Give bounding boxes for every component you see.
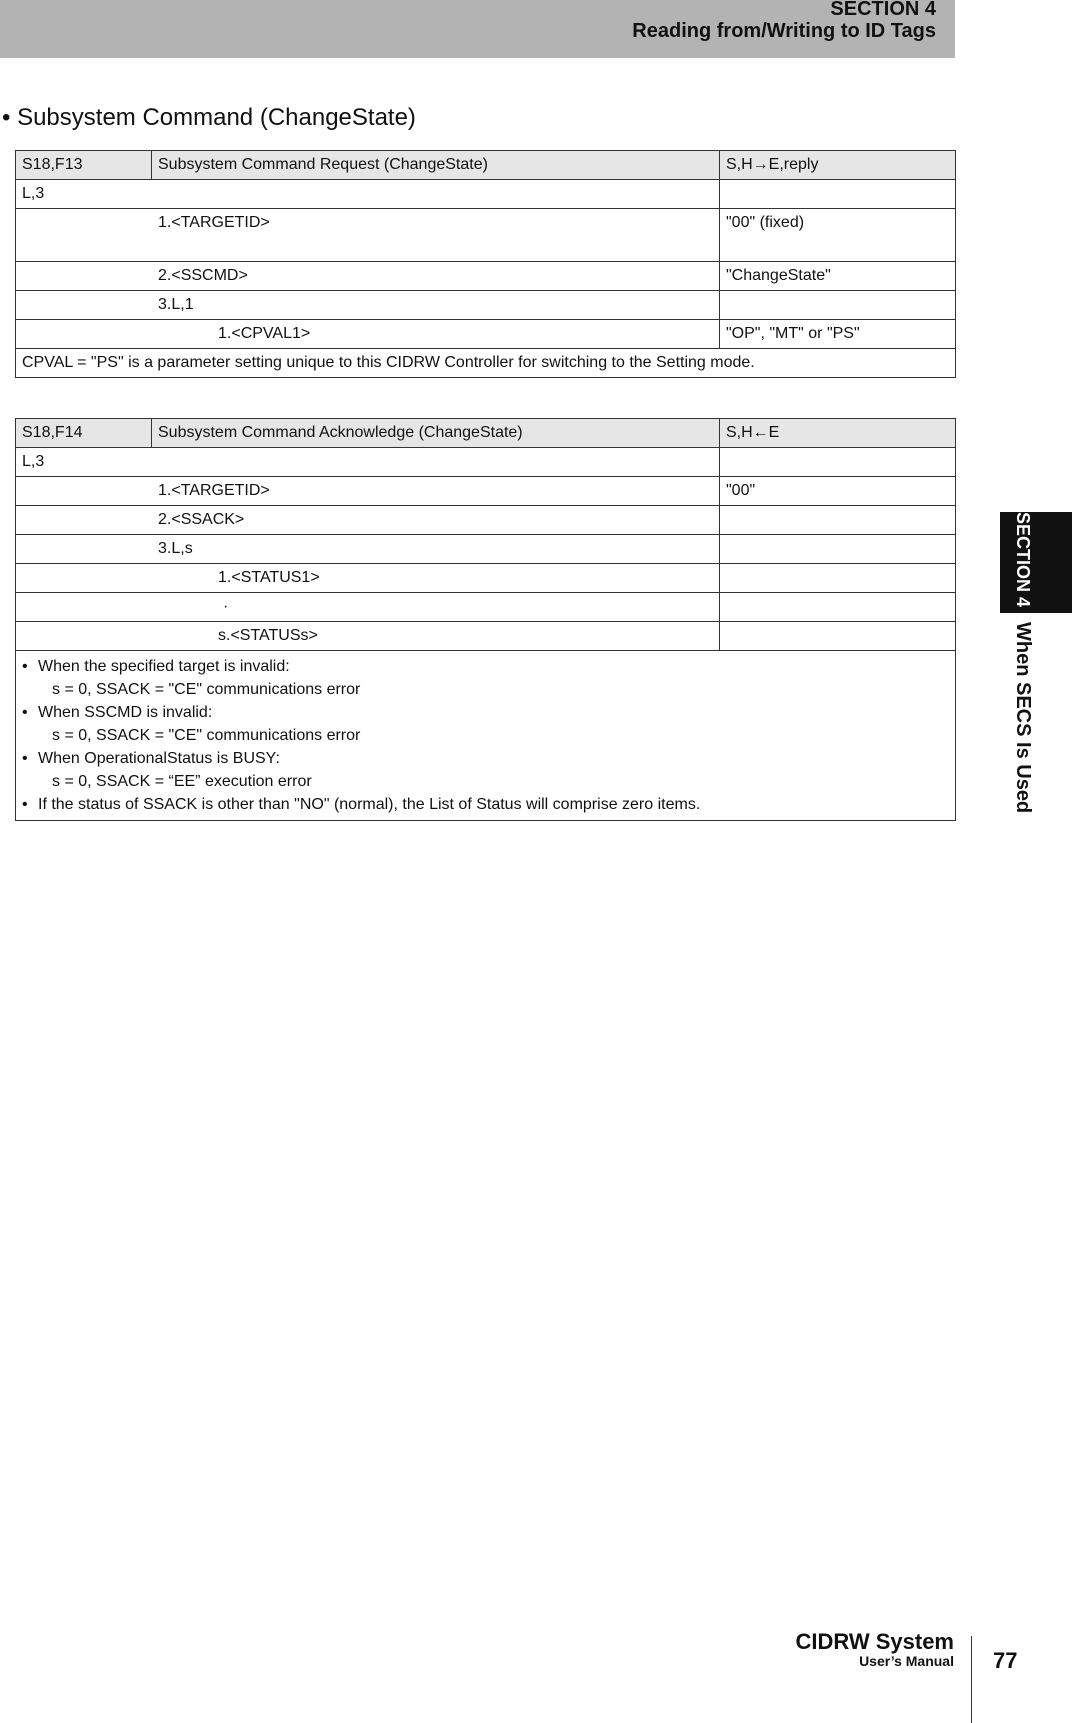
value-cell [720,622,956,651]
side-tab-title: When SECS Is Used [1012,622,1034,814]
table-row [16,180,956,209]
s18f14-table [15,418,956,821]
note-item [22,747,949,770]
value-cell [720,535,956,564]
header-section-title: Reading from/Writing to ID Tags [632,20,936,42]
table-row [16,209,956,262]
page-heading: • Subsystem Command (ChangeState) [2,104,416,131]
table-row [16,291,956,320]
side-tab-section-label: SECTION 4 [1013,512,1033,608]
item-cell: 3.L,s [16,535,720,564]
value-cell [720,564,956,593]
item-cell: L,3 [16,180,720,209]
table-row [16,477,956,506]
header-section-label: SECTION 4 [830,0,936,20]
footer-divider [971,1636,972,1723]
table-row [16,593,956,622]
message-name-cell: Subsystem Command Request (ChangeState) [152,151,720,180]
note-text: When the specified target is invalid: [38,658,290,675]
item-cell: 3.L,1 [16,291,720,320]
direction-cell: S,H←E [720,419,956,448]
item-cell: 2.<SSCMD> [16,262,720,291]
value-cell [720,448,956,477]
note-item [22,701,949,724]
bullet: • [22,704,28,721]
s18f13-table [15,150,956,378]
value-cell [720,291,956,320]
value-cell: "00" (fixed) [720,209,956,262]
value-cell [720,593,956,622]
stream-function-cell: S18,F13 [16,151,152,180]
note-text: If the status of SSACK is other than "NO" (normal), the List of Status will comprise zero items. [38,796,701,813]
item-cell: 1.<TARGETID> [16,209,720,262]
bullet: • [22,750,28,767]
note-subtext: s = 0, SSACK = "CE" communications error [52,727,361,744]
table-row [16,320,956,349]
note-row [16,651,956,821]
value-cell: "00" [720,477,956,506]
message-name-cell: Subsystem Command Acknowledge (ChangeState) [152,419,720,448]
item-cell: s.<STATUSs> [16,622,720,651]
bullet: • [22,658,28,675]
bullet: • [22,796,28,813]
note-subtext: s = 0, SSACK = "CE" communications error [52,681,361,698]
table-row [16,535,956,564]
notes-cell [16,651,956,821]
item-cell: 1.<TARGETID> [16,477,720,506]
note-text: When SSCMD is invalid: [38,704,213,721]
table-row [16,506,956,535]
item-cell: L,3 [16,448,720,477]
note-cell: CPVAL = "PS" is a parameter setting unique to this CIDRW Controller for switching to the Setting mode. [16,349,956,378]
table-row [16,564,956,593]
item-cell: · [16,593,720,622]
value-cell [720,180,956,209]
table-row [16,262,956,291]
note-item [22,655,949,678]
direction-cell: S,H→E,reply [720,151,956,180]
table-row [16,622,956,651]
value-cell [720,506,956,535]
table-header-row [16,151,956,180]
value-cell: "ChangeState" [720,262,956,291]
note-subtext: s = 0, SSACK = “EE” execution error [52,773,312,790]
table-header-row [16,419,956,448]
item-cell: 1.<STATUS1> [16,564,720,593]
value-cell: "OP", "MT" or "PS" [720,320,956,349]
footer-product-name: CIDRW System [795,1629,954,1654]
item-cell: 1.<CPVAL1> [16,320,720,349]
table-row [16,448,956,477]
footer-manual-label: User’s Manual [859,1653,954,1669]
note-item [22,793,949,816]
note-row [16,349,956,378]
page-number: 77 [993,1648,1018,1673]
item-cell: 2.<SSACK> [16,506,720,535]
note-text: When OperationalStatus is BUSY: [38,750,280,767]
stream-function-cell: S18,F14 [16,419,152,448]
